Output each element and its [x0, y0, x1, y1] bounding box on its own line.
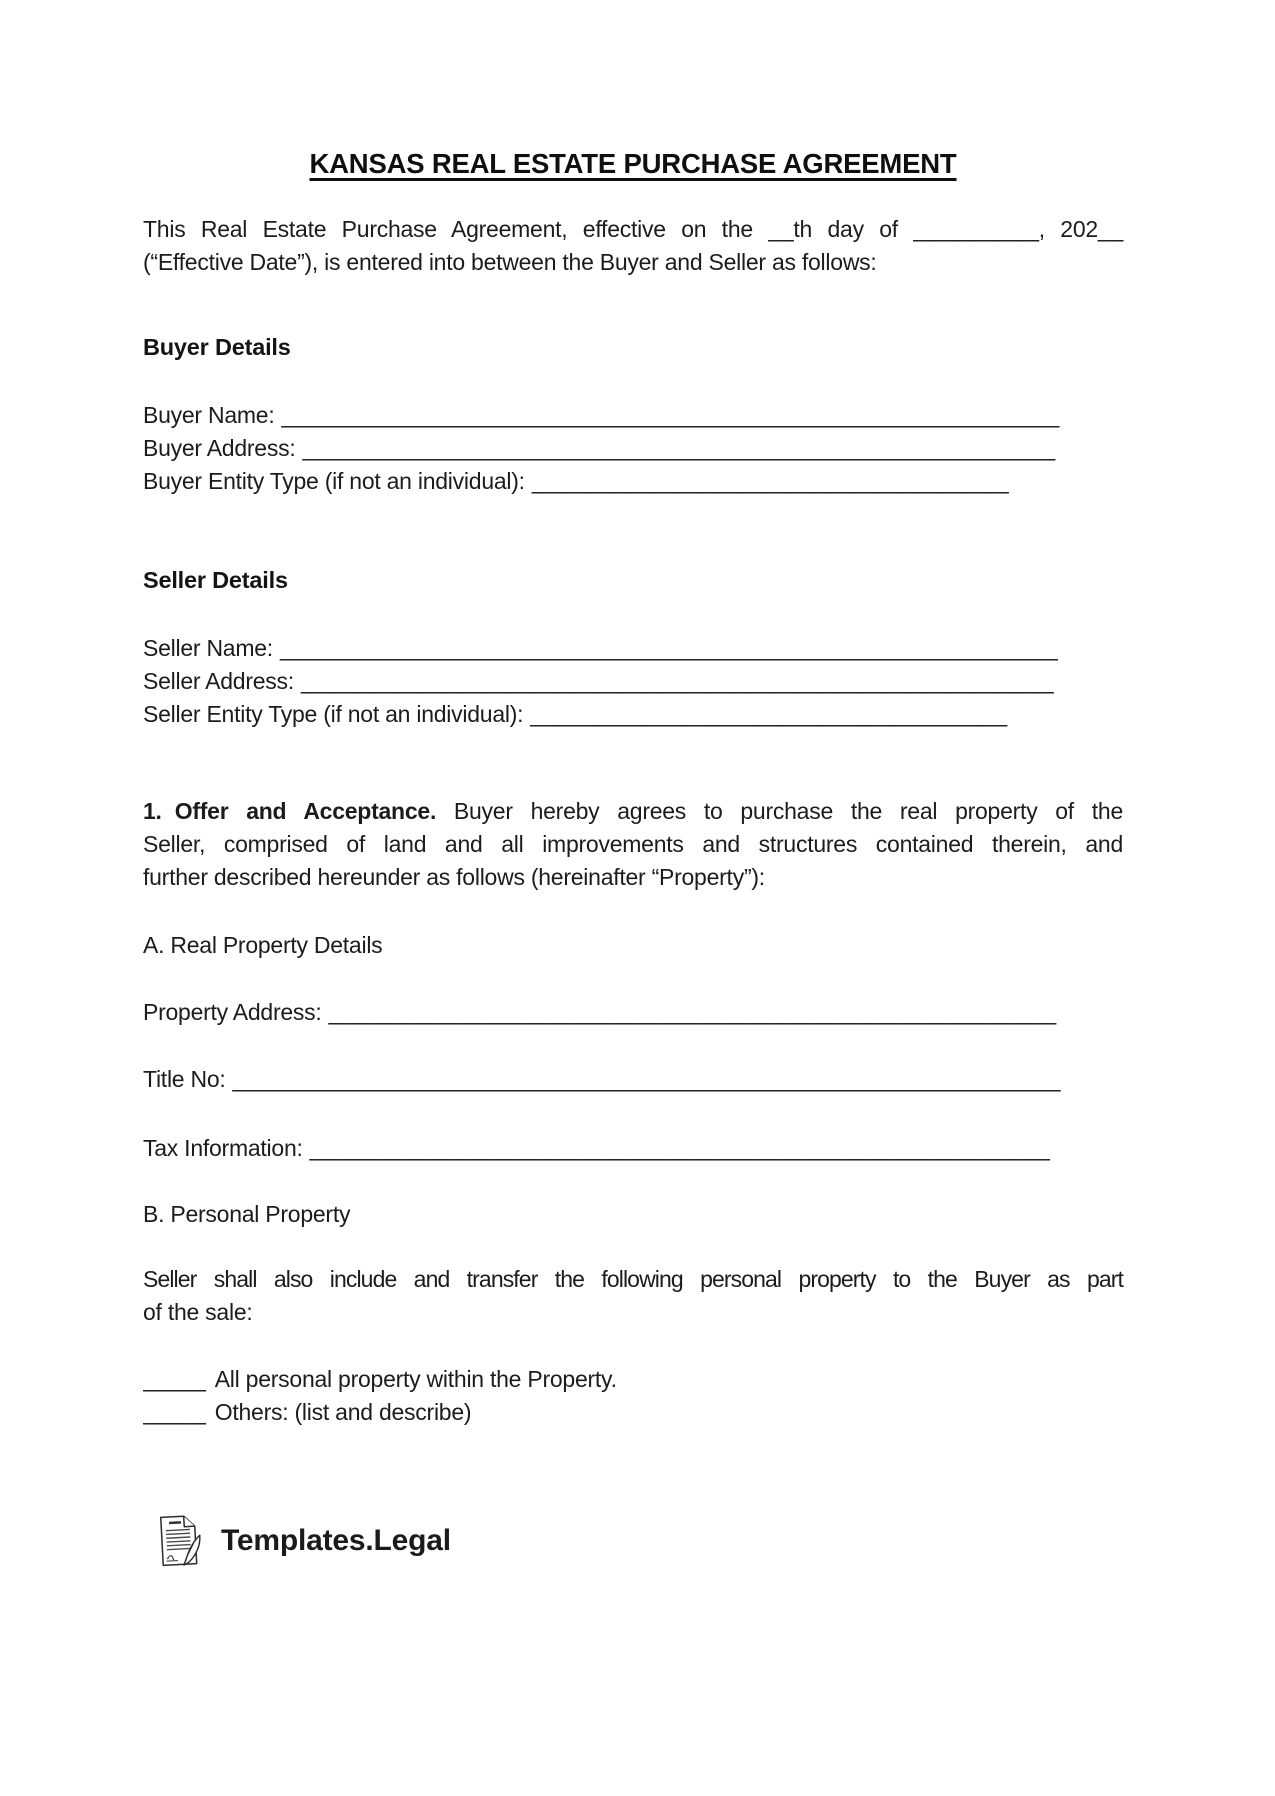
- option-others-blank[interactable]: _____: [143, 1399, 206, 1425]
- tax-information-line: [143, 1132, 1123, 1165]
- buyer-entity-type-line: [143, 465, 1123, 498]
- seller-name-label: Seller Name:: [143, 635, 273, 661]
- section-1-paragraph: [143, 795, 1123, 894]
- option-all-personal-property: [143, 1363, 1123, 1396]
- tax-information-label: Tax Information:: [143, 1135, 303, 1161]
- title-no-line: [143, 1063, 1123, 1096]
- seller-name-line: [143, 632, 1123, 665]
- document-title: [143, 146, 1123, 182]
- property-address-label: Property Address:: [143, 999, 322, 1025]
- subsection-b-label: B. Personal Property: [143, 1201, 351, 1227]
- buyer-entity-type-blank[interactable]: ______________________________________: [531, 468, 1009, 494]
- buyer-address-label: Buyer Address:: [143, 435, 296, 461]
- seller-entity-type-line: [143, 698, 1123, 731]
- buyer-address-blank[interactable]: ____________________________________________________________: [302, 435, 1055, 461]
- title-no-blank[interactable]: __________________________________________________________________: [232, 1066, 1061, 1092]
- seller-address-blank[interactable]: ____________________________________________________________: [300, 668, 1054, 694]
- personal-property-intro-line-2: of the sale:: [143, 1299, 253, 1325]
- buyer-entity-type-label: Buyer Entity Type (if not an individual):: [143, 468, 525, 494]
- section-1-body-line-1: Buyer hereby agrees to purchase the real property of the: [453, 798, 1123, 824]
- option-others-text: Others: (list and describe): [214, 1399, 472, 1425]
- document-page: [0, 146, 1275, 1796]
- seller-details-heading: Seller Details: [143, 567, 288, 593]
- seller-entity-type-label: Seller Entity Type (if not an individual):: [143, 701, 524, 727]
- personal-property-intro: [143, 1263, 1123, 1329]
- seller-address-line: [143, 665, 1123, 698]
- personal-property-options: [143, 1363, 1123, 1429]
- section-1-line-1: [143, 795, 1123, 828]
- property-address-line: [143, 996, 1123, 1029]
- seller-address-label: Seller Address:: [143, 668, 294, 694]
- property-address-blank[interactable]: __________________________________________________________: [328, 999, 1056, 1025]
- buyer-name-label: Buyer Name:: [143, 402, 275, 428]
- footer-logo: [156, 1511, 1123, 1571]
- buyer-details-heading: Buyer Details: [143, 334, 291, 360]
- tax-information-blank[interactable]: ___________________________________________________________: [309, 1135, 1050, 1161]
- intro-line-2: (“Effective Date”), is entered into between the Buyer and Seller as follows:: [143, 249, 877, 275]
- seller-fields: [143, 632, 1123, 731]
- title-no-label: Title No:: [143, 1066, 226, 1092]
- buyer-fields: [143, 399, 1123, 498]
- seller-entity-type-blank[interactable]: ______________________________________: [530, 701, 1007, 727]
- intro-line-1: This Real Estate Purchase Agreement, effective on the __th day of __________, 202__: [143, 216, 1123, 242]
- buyer-address-line: [143, 432, 1123, 465]
- document-pen-icon: [156, 1511, 202, 1571]
- option-others: [143, 1396, 1123, 1429]
- subsection-a-label: A. Real Property Details: [143, 932, 383, 958]
- personal-property-intro-line-1: Seller shall also include and transfer the following personal property to the Buyer as part: [143, 1266, 1123, 1292]
- buyer-name-line: [143, 399, 1123, 432]
- section-1-heading: Offer and Acceptance.: [174, 798, 437, 824]
- section-1-number: 1.: [143, 798, 162, 824]
- section-1-body-line-3: further described hereunder as follows (hereinafter “Property”):: [143, 864, 765, 890]
- section-1-body-line-2: Seller, comprised of land and all improvements and structures contained therein, and: [143, 831, 1123, 857]
- brand-name: Templates.Legal: [221, 1524, 451, 1557]
- seller-name-blank[interactable]: ______________________________________________________________: [279, 635, 1058, 661]
- intro-paragraph: [143, 213, 1123, 279]
- buyer-name-blank[interactable]: ______________________________________________________________: [281, 402, 1060, 428]
- option-all-text: All personal property within the Property.: [214, 1366, 617, 1392]
- document-title-text: KANSAS REAL ESTATE PURCHASE AGREEMENT: [309, 148, 957, 179]
- option-all-blank[interactable]: _____: [143, 1366, 206, 1392]
